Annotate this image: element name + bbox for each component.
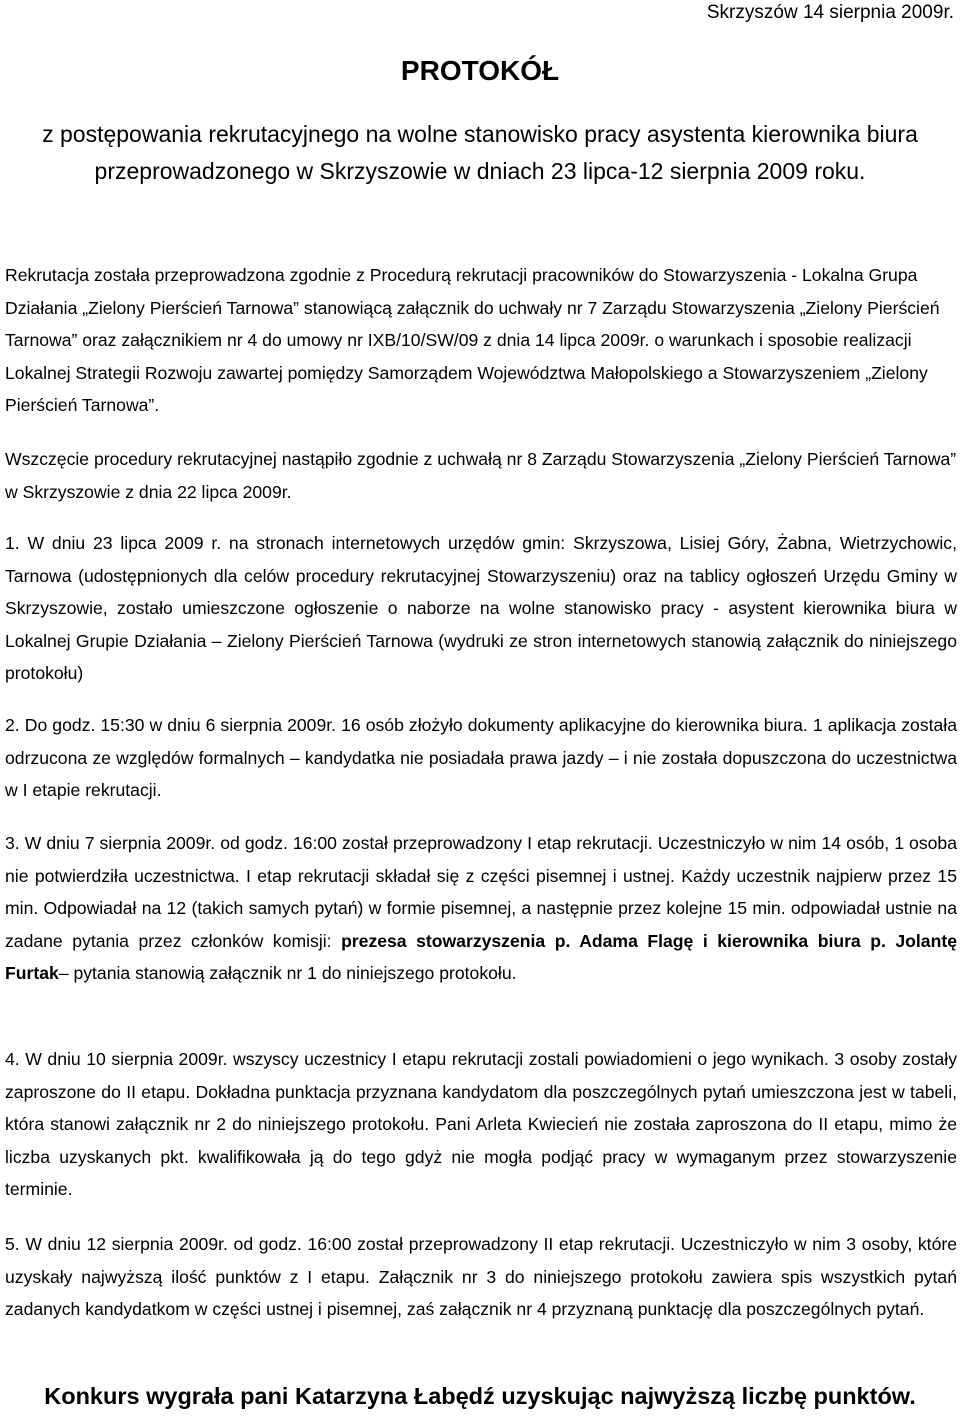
paragraph-item-4: 4. W dniu 10 sierpnia 2009r. wszyscy uczestnicy I etapu rekrutacji zostali powiadomieni o jego wynikach. 3 osoby zostały zaproszone do II etapu. Dokładna punktacja przyznana kandydatom dla poszczególnych pytań umieszczona jest w tabeli, która stanowi załącznik nr 2 do niniejszego protokołu. Pani Arleta Kwiecień nie została zaproszona do II etapu, mimo że liczba uzyskanych pkt. kwalifikowała ją do tego gdyż nie mogła podjąć pracy w wymaganym przez stowarzyszenie terminie.: [5, 1049, 957, 1199]
document-subtitle: z postępowania rekrutacyjnego na wolne stanowisko pracy asystenta kierownika biura przeprowadzonego w Skrzyszowie w dniach 23 lipca-12 sierpnia 2009 roku.: [42, 121, 918, 184]
item-3-text-end: – pytania stanowią załącznik nr 1 do niniejszego protokołu.: [58, 963, 517, 983]
paragraph-initiation: Wszczęcie procedury rekrutacyjnej nastąpiło zgodnie z uchwałą nr 8 Zarządu Stowarzyszenia „Zielony Pierścień Tarnowa” w Skrzyszowie z dnia 22 lipca 2009r.: [5, 449, 957, 502]
document-date: Skrzyszów 14 sierpnia 2009r.: [706, 2, 954, 23]
item-3-text: 3. W dniu 7 sierpnia 2009r. od godz. 16:00 został przeprowadzony I etap rekrutacji. Uczestniczyło w nim 14 osób, 1 osoba nie potwierdziła uczestnictwa. I etap rekrutacji składał się z części pisemnej i ustnej. Każdy uczestnik najpierw przez 15 min. Odpowiadał na 12 (takich samych pytań) w formie pisemnej, a następnie przez kolejne 15 min. odpowiadał ustnie na zadane pytania przez członków komisji:: [5, 833, 957, 951]
paragraph-intro: Rekrutacja została przeprowadzona zgodnie z Procedurą rekrutacji pracowników do Stowarzyszenia - Lokalna Grupa Działania „Zielony Pierścień Tarnowa” stanowiącą załącznik do uchwały nr 7 Zarządu Stowarzyszenia „Zielony Pierścień Tarnowa” oraz załącznikiem nr 4 do umowy nr IXB/10/SW/09 z dnia 14 lipca 2009r. o warunkach i sposobie realizacji Lokalnej Strategii Rozwoju zawartej pomiędzy Samorządem Województwa Małopolskiego a Stowarzyszeniem „Zielony Pierścień Tarnowa”.: [5, 265, 940, 415]
paragraph-item-5: 5. W dniu 12 sierpnia 2009r. od godz. 16:00 został przeprowadzony II etap rekrutacji. Uczestniczyło w nim 3 osoby, które uzyskały najwyższą ilość punktów z I etapu. Załącznik nr 3 do niniejszego protokołu zawiera spis wszystkich pytań zadanych kandydatkom w części ustnej i pisemnej, zaś załącznik nr 4 przyznaną punktację dla poszczególnych pytań.: [5, 1234, 957, 1319]
conclusion: Konkurs wygrała pani Katarzyna Łabędź uzyskując najwyższą liczbę punktów.: [44, 1383, 916, 1409]
item-3-committee-members: prezesa stowarzyszenia p. Adama Flagę i kierownika biura p. Jolantę Furtak: [5, 930, 957, 983]
paragraph-item-2: 2. Do godz. 15:30 w dniu 6 sierpnia 2009r. 16 osób złożyło dokumenty aplikacyjne do kierownika biura. 1 aplikacja została odrzucona ze względów formalnych – kandydatka nie posiadała prawa jazdy – i nie została dopuszczona do uczestnictwa w I etapie rekrutacji.: [5, 715, 957, 800]
paragraph-item-3: [5, 827, 957, 990]
document-title: PROTOKÓŁ: [400, 55, 560, 86]
paragraph-item-1: 1. W dniu 23 lipca 2009 r. na stronach internetowych urzędów gmin: Skrzyszowa, Lisiej Góry, Żabna, Wietrzychowic, Tarnowa (udostępnionych dla celów procedury rekrutacyjnej Stowarzyszeniu) oraz na tablicy ogłoszeń Urzędu Gminy w Skrzyszowie, zostało umieszczone ogłoszenie o naborze na wolne stanowisko pracy - asystent kierownika biura w Lokalnej Grupie Działania – Zielony Pierścień Tarnowa (wydruki ze stron internetowych stanowią załącznik do niniejszego protokołu): [5, 533, 957, 683]
